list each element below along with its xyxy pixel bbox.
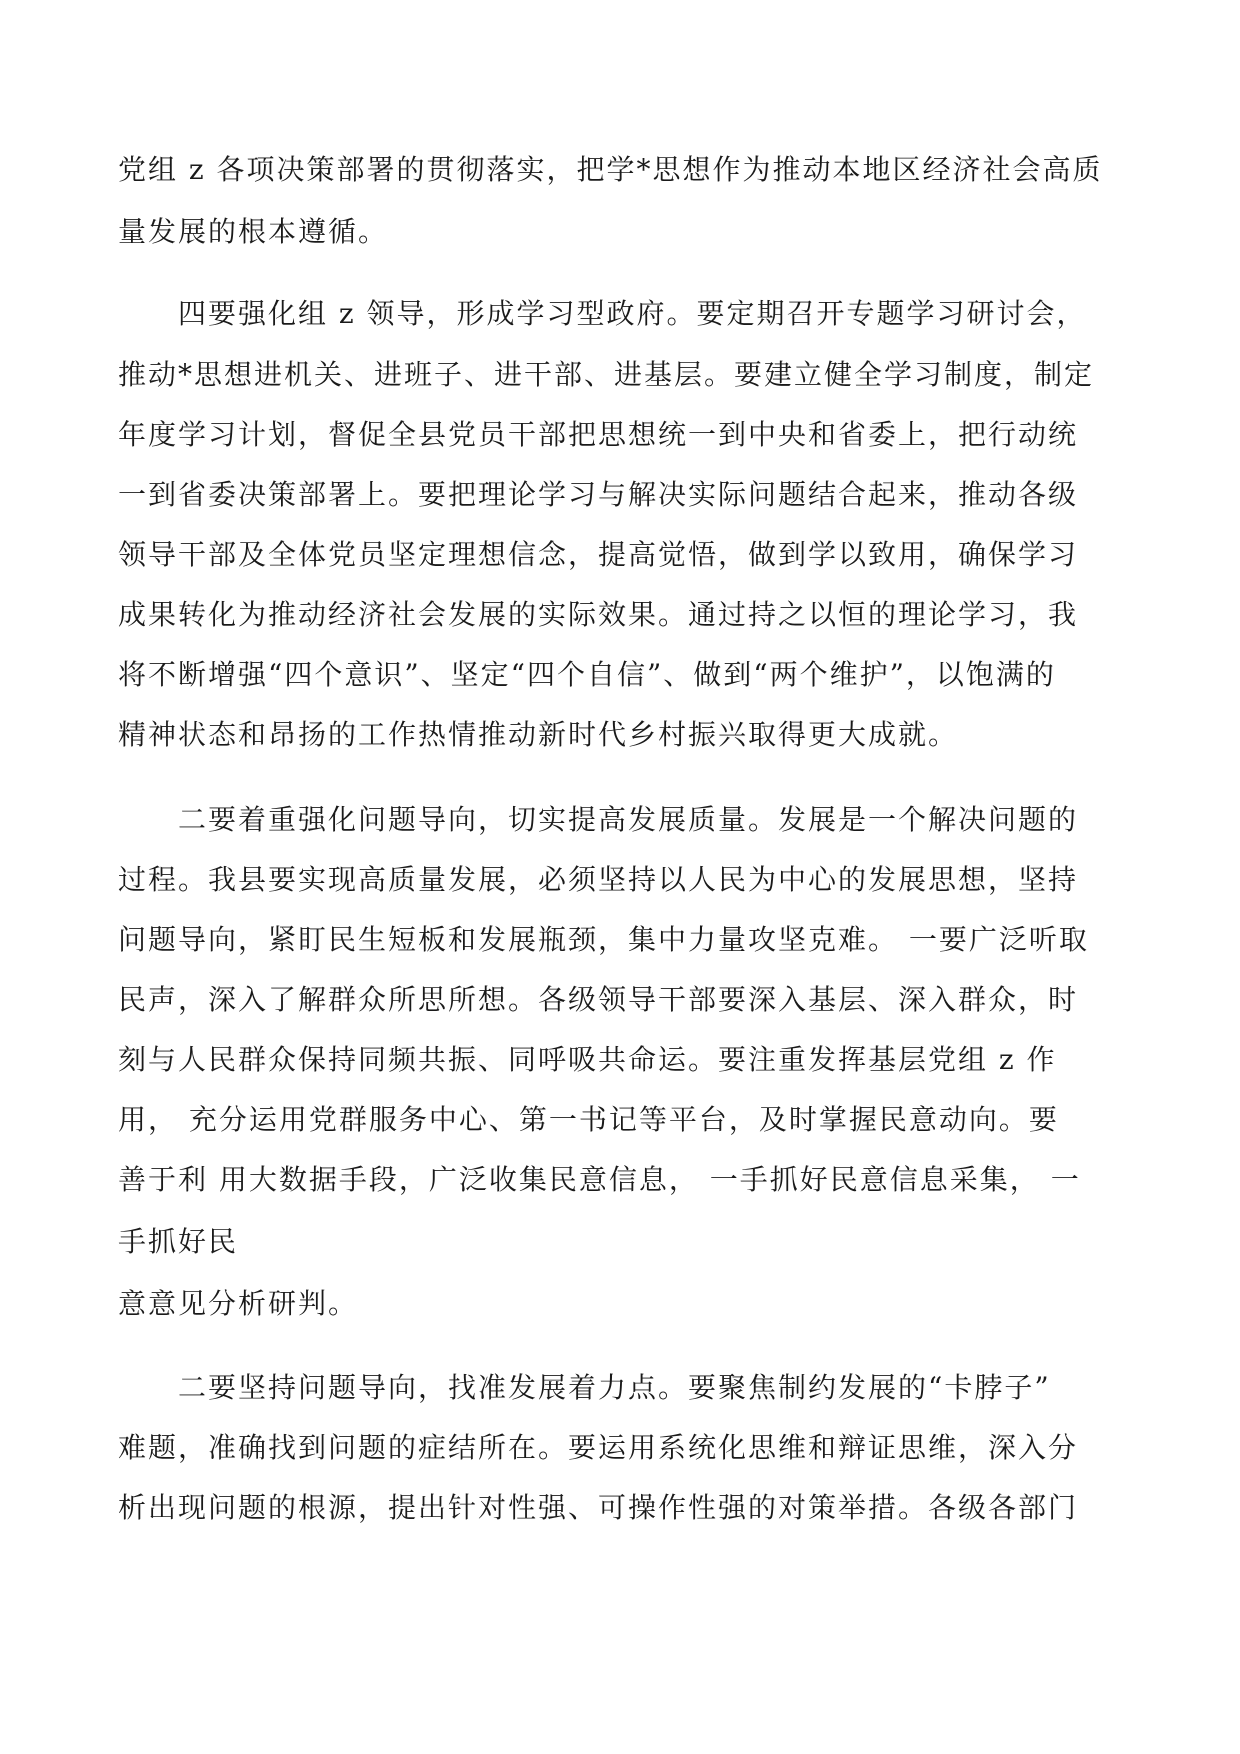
text-line: 过程。我县要实现高质量发展，必须坚持以人民为中心的发展思想，坚持 xyxy=(118,863,1079,896)
text-line: 析出现问题的根源，提出针对性强、可操作性强的对策举措。各级各部门 xyxy=(118,1491,1079,1524)
paragraph-first-line: 四要强化组 z 领导，形成学习型政府。要定期召开专题学习研讨会， xyxy=(178,297,1087,330)
text-line: 领导干部及全体党员坚定理想信念，提高觉悟，做到学以致用，确保学习 xyxy=(118,538,1079,571)
text-line: 手抓好民 xyxy=(118,1225,239,1258)
text-line: 刻与人民群众保持同频共振、同呼吸共命运。要注重发挥基层党组 z 作 xyxy=(118,1043,1057,1076)
text-line: 党组 z 各项决策部署的贯彻落实，把学*思想作为推动本地区经济社会高质 xyxy=(118,153,1103,186)
paragraph-first-line: 二要坚持问题导向，找准发展着力点。要聚焦制约发展的“卡脖子” xyxy=(178,1371,1051,1404)
text-line: 年度学习计划，督促全县党员干部把思想统一到中央和省委上，把行动统 xyxy=(118,418,1079,451)
text-line: 量发展的根本遵循。 xyxy=(118,215,389,248)
text-line: 问题导向，紧盯民生短板和发展瓶颈，集中力量攻坚克难。 一要广泛听取 xyxy=(118,923,1089,956)
paragraph-first-line: 二要着重强化问题导向，切实提高发展质量。发展是一个解决问题的 xyxy=(178,803,1079,836)
text-line: 将不断增强“四个意识”、坚定“四个自信”、做到“两个维护”，以饱满的 xyxy=(118,658,1056,691)
text-line: 民声，深入了解群众所思所想。各级领导干部要深入基层、深入群众，时 xyxy=(118,983,1079,1016)
text-line: 成果转化为推动经济社会发展的实际效果。通过持之以恒的理论学习，我 xyxy=(118,598,1079,631)
text-line: 推动*思想进机关、进班子、进干部、进基层。要建立健全学习制度，制定 xyxy=(118,358,1095,391)
text-line: 善于利 用大数据手段，广泛收集民意信息， 一手抓好民意信息采集， 一 xyxy=(118,1163,1081,1196)
text-line: 一到省委决策部署上。要把理论学习与解决实际问题结合起来，推动各级 xyxy=(118,478,1079,511)
text-line: 精神状态和昂扬的工作热情推动新时代乡村振兴取得更大成就。 xyxy=(118,718,959,751)
text-line: 用， 充分运用党群服务中心、第一书记等平台，及时掌握民意动向。要 xyxy=(118,1103,1059,1136)
text-line: 意意见分析研判。 xyxy=(118,1287,359,1320)
text-line: 难题，准确找到问题的症结所在。要运用系统化思维和辩证思维，深入分 xyxy=(118,1431,1079,1464)
